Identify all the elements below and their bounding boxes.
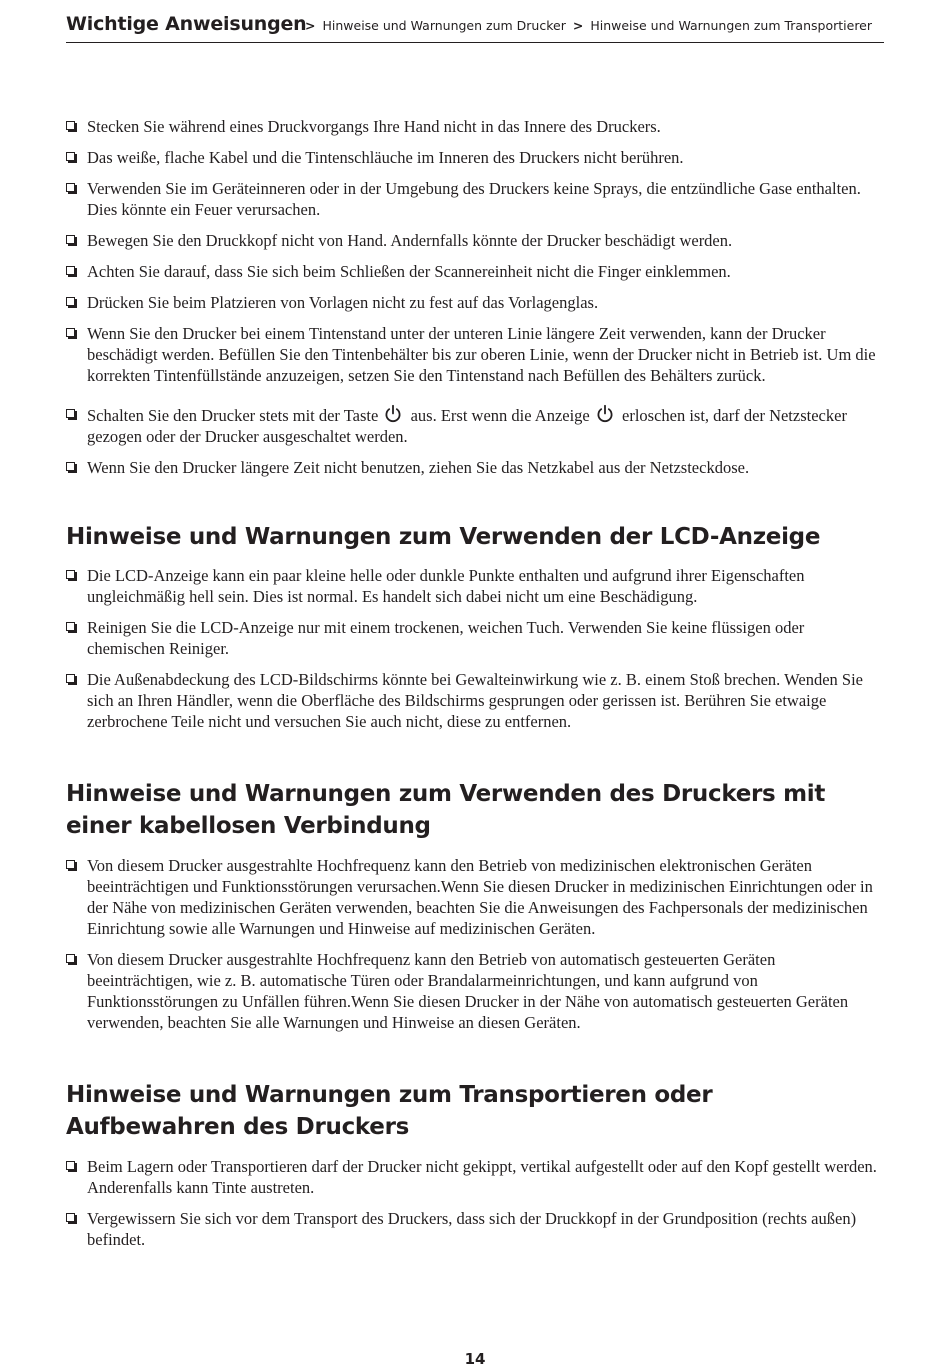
list-item-text: Wenn Sie den Drucker längere Zeit nicht benutzen, ziehen Sie das Netzkabel aus der Netzsteckdose. [87, 458, 750, 477]
list-item [66, 292, 884, 313]
power-text-part2: aus. Erst wenn die Anzeige [406, 406, 594, 425]
checkbox-bullet-icon [66, 121, 75, 130]
page-number: 14 [464, 1350, 486, 1368]
list-item-text: Stecken Sie während eines Druckvorgangs Ihre Hand nicht in das Innere des Druckers. [87, 117, 661, 136]
list-item [66, 565, 884, 607]
list-item [66, 617, 884, 659]
general-warnings-list [66, 116, 884, 478]
checkbox-bullet-icon [66, 1213, 75, 1222]
list-item [66, 230, 884, 251]
checkbox-bullet-icon [66, 235, 75, 244]
list-item [66, 147, 884, 168]
lcd-warnings-list [66, 565, 884, 732]
transport-warnings-list [66, 1156, 884, 1250]
power-text-part3: erloschen ist, darf der Netzstecker gezogen oder der Drucker ausgeschaltet werden. [87, 406, 847, 446]
checkbox-bullet-icon [66, 860, 75, 869]
list-item [66, 1208, 884, 1250]
breadcrumb-level3[interactable]: Hinweise und Warnungen zum Transportierer [590, 18, 873, 33]
power-icon [595, 404, 615, 424]
checkbox-bullet-icon [66, 622, 75, 631]
list-item [66, 116, 884, 137]
list-item-text: Wenn Sie den Drucker bei einem Tintenstand unter der unteren Linie längere Zeit verwenden, kann der Drucker beschädigt werden. Befüllen Sie den Tintenbehälter bis zur oberen Linie, wenn der Drucker nicht in Betrieb ist. Um die korrekten Tintenfüllstände anzuzeigen, setzen Sie den Tintenstand nach Befüllen des Behälters zurück. [87, 324, 876, 385]
list-item-text: Die LCD-Anzeige kann ein paar kleine helle oder dunkle Punkte enthalten und aufgrund ihrer Eigenschaften ungleichmäßig hell sein. Dies ist normal. Es handelt sich dabei nicht um eine Beschädigung. [87, 566, 805, 606]
list-item-text: Von diesem Drucker ausgestrahlte Hochfrequenz kann den Betrieb von automatisch gesteuerten Geräten beeinträchtigen, wie z. B. automatische Türen oder Brandalarmeinrichtungen, und kann aufgrund von Funktionsstörungen zu Unfällen führen.Wenn Sie diesen Drucker in der Nähe von automatisch gesteuerten Geräten verwenden, beachten Sie alle Warnungen und Hinweise an diesen Geräten. [87, 950, 849, 1032]
section-heading-lcd: Hinweise und Warnungen zum Verwenden der LCD-Anzeige [66, 524, 821, 550]
list-item-text: Drücken Sie beim Platzieren von Vorlagen nicht zu fest auf das Vorlagenglas. [87, 293, 599, 312]
list-item-text: Die Außenabdeckung des LCD-Bildschirms könnte bei Gewalteinwirkung wie z. B. einem Stoß brechen. Wenden Sie sich an Ihren Händler, wenn die Oberfläche des Bildschirms gesprungen oder gerissen ist. Berühren Sie etwaige zerbrochene Teile nicht und versuchen Sie auch nicht, diese zu entfernen. [87, 670, 863, 731]
breadcrumb-level2[interactable]: Hinweise und Warnungen zum Drucker [322, 18, 566, 33]
checkbox-bullet-icon [66, 954, 75, 963]
checkbox-bullet-icon [66, 152, 75, 161]
power-text-part1: Schalten Sie den Drucker stets mit der Taste [87, 406, 383, 425]
list-item-power [66, 404, 884, 447]
checkbox-bullet-icon [66, 183, 75, 192]
list-item-text: Achten Sie darauf, dass Sie sich beim Schließen der Scannereinheit nicht die Finger einklemmen. [87, 262, 731, 281]
list-item [66, 949, 884, 1033]
list-item [66, 261, 884, 282]
checkbox-bullet-icon [66, 570, 75, 579]
checkbox-bullet-icon [66, 297, 75, 306]
section-heading-wireless: Hinweise und Warnungen zum Verwenden des Druckers mit einer kabellosen Verbindung [66, 781, 826, 839]
checkbox-bullet-icon [66, 674, 75, 683]
list-item-text: Reinigen Sie die LCD-Anzeige nur mit einem trockenen, weichen Tuch. Verwenden Sie keine flüssigen oder chemischen Reiniger. [87, 618, 805, 658]
breadcrumb-main[interactable]: Wichtige Anweisungen [66, 13, 307, 35]
power-icon [383, 404, 403, 424]
list-item-text: Bewegen Sie den Druckkopf nicht von Hand. Andernfalls könnte der Drucker beschädigt werden. [87, 231, 733, 250]
section-heading-transport: Hinweise und Warnungen zum Transportieren oder Aufbewahren des Druckers [66, 1082, 713, 1140]
list-item-text: Beim Lagern oder Transportieren darf der Drucker nicht gekippt, vertikal aufgestellt oder auf den Kopf gestellt werden. Anderenfalls kann Tinte austreten. [87, 1157, 877, 1197]
list-item [66, 457, 884, 478]
breadcrumb-separator: > [305, 18, 316, 33]
list-item-text: Verwenden Sie im Geräteinneren oder in der Umgebung des Druckers keine Sprays, die entzündliche Gase enthalten. Dies könnte ein Feuer verursachen. [87, 179, 861, 219]
page-header [66, 10, 884, 43]
list-item [66, 855, 884, 939]
breadcrumb [298, 18, 872, 33]
checkbox-bullet-icon [66, 409, 75, 418]
list-item [66, 178, 884, 220]
list-item-text: Vergewissern Sie sich vor dem Transport des Druckers, dass sich der Druckkopf in der Grundposition (rechts außen) befindet. [87, 1209, 857, 1249]
checkbox-bullet-icon [66, 462, 75, 471]
wireless-warnings-list [66, 855, 884, 1033]
checkbox-bullet-icon [66, 1161, 75, 1170]
list-item [66, 323, 884, 386]
list-item-text: Von diesem Drucker ausgestrahlte Hochfrequenz kann den Betrieb von medizinischen elektronischen Geräten beeinträchtigen und Funktionsstörungen verursachen.Wenn Sie diesen Drucker in medizinischen Einrichtungen oder in der Nähe von medizinischen Geräten verwenden, beachten Sie die Anweisungen des Fachpersonals der medizinischen Einrichtung sowie alle Warnungen und Hinweise auf medizinischen Geräten. [87, 856, 873, 938]
list-item [66, 1156, 884, 1198]
checkbox-bullet-icon [66, 266, 75, 275]
breadcrumb-separator: > [572, 18, 584, 33]
main-content [66, 116, 884, 1260]
list-item-text: Das weiße, flache Kabel und die Tintenschläuche im Inneren des Druckers nicht berühren. [87, 148, 684, 167]
list-item [66, 669, 884, 732]
checkbox-bullet-icon [66, 328, 75, 337]
